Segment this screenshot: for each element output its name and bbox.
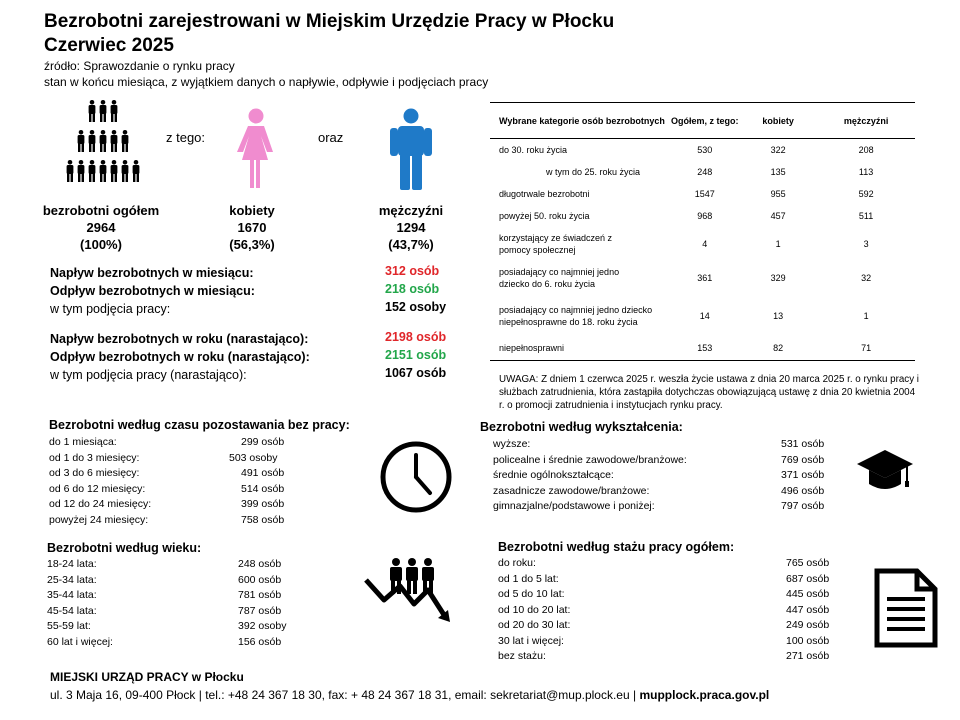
item-value: 687 osób xyxy=(786,572,830,585)
category-men: 208 xyxy=(858,144,874,155)
list-item xyxy=(493,484,853,500)
header-total: Ogółem, z tego: xyxy=(671,115,739,126)
age-title: Bezrobotni według wieku: xyxy=(47,541,202,555)
categories-table xyxy=(490,102,915,361)
header-women: kobiety xyxy=(762,115,794,126)
flow-label: w tym podjęcia pracy: xyxy=(50,302,171,316)
list-item xyxy=(493,468,853,484)
item-label: od 1 do 3 miesięcy: xyxy=(49,451,140,464)
table-row xyxy=(490,227,915,261)
clock-icon xyxy=(378,439,454,515)
item-value: 781 osób xyxy=(238,589,282,601)
category-total: 153 xyxy=(697,343,713,354)
item-label: od 10 do 20 lat: xyxy=(498,603,571,616)
z-tego-label: z tego: xyxy=(166,130,206,145)
list-item xyxy=(498,587,838,603)
age-list xyxy=(47,557,307,650)
flow-value: 312 osób xyxy=(385,264,440,278)
item-value: 392 osoby xyxy=(238,620,287,632)
footer-org: MIEJSKI URZĄD PRACY w Płocku xyxy=(50,670,244,684)
table-row xyxy=(490,161,915,183)
item-value: 797 osób xyxy=(781,500,825,512)
item-label: do 1 miesiąca: xyxy=(49,436,117,448)
item-value: 787 osób xyxy=(238,604,282,617)
item-label: 60 lat i więcej: xyxy=(47,635,113,648)
flow-value: 218 osób xyxy=(385,282,440,296)
category-total: 968 xyxy=(697,210,713,221)
oraz-label: oraz xyxy=(318,130,344,145)
table-row xyxy=(490,139,915,161)
list-item xyxy=(493,499,853,515)
list-item xyxy=(493,437,853,453)
categories-grid xyxy=(490,102,915,361)
duration-title: Bezrobotni według czasu pozostawania bez pracy: xyxy=(49,418,350,432)
category-label: posiadający co najmniej jedno dziecko do 6. roku życia xyxy=(499,266,620,289)
footer-contact-text: ul. 3 Maja 16, 09-400 Płock | tel.: +48 24 367 18 30, fax: + 48 24 367 18 31, email: sekretariat@mup.plock.eu | xyxy=(50,688,640,702)
item-value: 769 osób xyxy=(781,453,825,466)
category-men: 1 xyxy=(863,310,869,321)
item-label: od 1 do 5 lat: xyxy=(498,572,559,585)
flow-label: Napływ bezrobotnych w roku (narastająco): xyxy=(50,332,309,346)
category-men: 32 xyxy=(861,272,872,283)
item-label: od 12 do 24 miesięcy: xyxy=(49,498,152,510)
people-group-icon xyxy=(62,100,146,192)
flow-value: 152 osoby xyxy=(385,300,447,314)
list-item xyxy=(498,572,838,588)
education-list xyxy=(493,437,853,515)
item-label: od 20 do 30 lat: xyxy=(498,619,571,631)
list-item xyxy=(49,482,309,498)
category-men: 71 xyxy=(861,343,872,354)
women-value: 1670 xyxy=(237,220,267,235)
category-women: 1 xyxy=(775,238,781,249)
list-item xyxy=(498,556,838,572)
duration-list xyxy=(49,435,309,528)
men-pct: (43,7%) xyxy=(388,237,434,252)
table-row xyxy=(490,205,915,227)
list-item xyxy=(49,451,309,467)
total-pct: (100%) xyxy=(80,237,122,252)
total-value: 2964 xyxy=(86,220,116,235)
item-value: 765 osób xyxy=(786,557,830,569)
list-item xyxy=(47,635,307,651)
women-label: kobiety xyxy=(229,203,275,218)
flow-value: 2151 osób xyxy=(385,348,447,362)
total-summary xyxy=(36,202,166,253)
category-women: 135 xyxy=(770,166,786,177)
category-label: powyżej 50. roku życia xyxy=(499,210,590,221)
category-women: 82 xyxy=(773,343,784,354)
flow-value: 2198 osób xyxy=(385,330,447,344)
category-total: 361 xyxy=(697,272,713,283)
category-label: do 30. roku życia xyxy=(499,144,568,155)
flows-yearly xyxy=(50,330,460,384)
flow-label: Napływ bezrobotnych w miesiącu: xyxy=(50,266,254,280)
category-total: 1547 xyxy=(694,188,715,199)
category-men: 592 xyxy=(858,188,874,199)
item-label: wyższe: xyxy=(493,438,531,450)
item-label: 35-44 lata: xyxy=(47,589,97,601)
table-row xyxy=(490,261,915,295)
list-item xyxy=(49,497,309,513)
women-summary xyxy=(212,202,292,253)
item-label: powyżej 24 miesięcy: xyxy=(49,513,149,526)
category-women: 457 xyxy=(770,210,786,221)
item-value: 445 osób xyxy=(786,588,830,600)
category-total: 4 xyxy=(702,238,708,249)
category-total: 530 xyxy=(697,144,713,155)
item-value: 371 osób xyxy=(781,469,825,481)
seniority-list xyxy=(498,556,838,665)
title-line-2: Czerwiec 2025 xyxy=(44,35,174,56)
item-value: 271 osób xyxy=(786,650,830,662)
item-label: policealne i średnie zawodowe/branżowe: xyxy=(493,453,687,466)
category-men: 113 xyxy=(858,166,874,177)
item-label: bez stażu: xyxy=(498,650,546,662)
flow-label: Odpływ bezrobotnych w roku (narastająco): xyxy=(50,350,310,364)
flow-value: 1067 osób xyxy=(385,366,447,380)
item-value: 100 osób xyxy=(786,634,830,647)
list-item xyxy=(47,588,307,604)
list-item xyxy=(47,573,307,589)
list-item xyxy=(498,634,838,650)
item-value: 758 osób xyxy=(241,513,285,526)
total-label: bezrobotni ogółem xyxy=(42,203,160,218)
document-icon xyxy=(873,567,939,649)
item-value: 491 osób xyxy=(241,467,285,479)
item-value: 299 osób xyxy=(241,436,285,448)
flow-row xyxy=(50,300,460,318)
table-note: UWAGA: Z dniem 1 czerwca 2025 r. weszła życie ustawa z dnia 20 marca 2025 r. o rynku pracy i służbach zatrudnienia, która zastąpiła dotychczas obowiązującą ustawę z dnia 20 kwietnia 2004 r. o promocji zatrudnienia i instytucjach rynku pracy. xyxy=(499,374,919,411)
category-label: korzystający ze świadczeń z pomocy społecznej xyxy=(499,232,613,255)
men-summary xyxy=(361,202,461,253)
graduation-cap-icon xyxy=(855,446,915,498)
table-header-row xyxy=(490,103,915,139)
title-line-1: Bezrobotni zarejestrowani w Miejskim Urzędzie Pracy w Płocku xyxy=(44,11,615,32)
item-value: 496 osób xyxy=(781,484,825,497)
people-decline-icon xyxy=(362,556,454,628)
item-label: 45-54 lata: xyxy=(47,604,97,617)
item-value: 248 osób xyxy=(238,558,282,570)
list-item xyxy=(47,557,307,573)
education-title: Bezrobotni według wykształcenia: xyxy=(480,420,683,434)
category-label: w tym do 25. roku życia xyxy=(546,166,641,177)
flow-label: Odpływ bezrobotnych w miesiącu: xyxy=(50,284,255,298)
category-women: 322 xyxy=(770,144,786,155)
category-total: 14 xyxy=(699,310,710,321)
item-label: 25-34 lata: xyxy=(47,573,97,586)
list-item xyxy=(498,649,838,665)
item-label: od 5 do 10 lat: xyxy=(498,588,565,600)
table-row xyxy=(490,337,915,361)
flow-label: w tym podjęcia pracy (narastająco): xyxy=(50,368,247,382)
category-label: niepełnosprawni xyxy=(499,343,565,354)
item-label: od 3 do 6 miesięcy: xyxy=(49,467,140,479)
item-value: 447 osób xyxy=(786,603,830,616)
category-label: posiadający co najmniej jedno dziecko niepełnosprawne do 18. roku życia xyxy=(499,304,653,327)
women-pct: (56,3%) xyxy=(229,237,275,252)
category-women: 955 xyxy=(770,188,786,199)
category-total: 248 xyxy=(697,166,713,177)
woman-icon xyxy=(234,108,278,192)
men-value: 1294 xyxy=(396,220,426,235)
list-item xyxy=(498,618,838,634)
state-note: stan w końcu miesiąca, z wyjątkiem danych o napływie, odpływie i podjęciach pracy xyxy=(44,75,489,89)
source-line xyxy=(44,59,235,73)
flow-row xyxy=(50,264,460,282)
list-item xyxy=(49,513,309,529)
footer-contact xyxy=(50,688,769,702)
item-value: 514 osób xyxy=(241,482,285,495)
item-label: zasadnicze zawodowe/branżowe: xyxy=(493,484,650,497)
page-title xyxy=(44,10,614,58)
men-label: mężczyźni xyxy=(378,203,444,218)
item-label: średnie ogólnokształcące: xyxy=(493,469,614,481)
header-category: Wybrane kategorie osób bezrobotnych xyxy=(499,115,665,126)
source-label: źródło: xyxy=(44,59,81,73)
item-value: 249 osób xyxy=(786,619,830,631)
category-men: 511 xyxy=(858,210,874,221)
flow-row xyxy=(50,348,460,366)
flow-row xyxy=(50,366,460,384)
item-label: 18-24 lata: xyxy=(47,558,97,570)
item-label: gimnazjalne/podstawowe i poniżej: xyxy=(493,500,655,512)
flows-monthly xyxy=(50,264,460,318)
list-item xyxy=(49,466,309,482)
item-label: 55-59 lat: xyxy=(47,620,91,632)
category-women: 329 xyxy=(770,272,786,283)
category-men: 3 xyxy=(863,238,869,249)
list-item xyxy=(493,453,853,469)
flow-row xyxy=(50,282,460,300)
item-label: 30 lat i więcej: xyxy=(498,634,564,647)
table-row xyxy=(490,183,915,205)
category-women: 13 xyxy=(773,310,784,321)
flow-row xyxy=(50,330,460,348)
item-label: od 6 do 12 miesięcy: xyxy=(49,482,146,495)
footer-website-link[interactable]: mupplock.praca.gov.pl xyxy=(639,688,770,702)
list-item xyxy=(47,619,307,635)
item-value: 156 osób xyxy=(238,635,282,648)
header-men: mężczyźni xyxy=(843,115,889,126)
source-text: Sprawozdanie o rynku pracy xyxy=(80,59,235,73)
item-value: 399 osób xyxy=(241,498,285,510)
item-value: 531 osób xyxy=(781,438,825,450)
seniority-title: Bezrobotni według stażu pracy ogółem: xyxy=(498,540,735,554)
category-label: długotrwale bezrobotni xyxy=(499,188,590,199)
list-item xyxy=(47,604,307,620)
table-row xyxy=(490,295,915,337)
list-item xyxy=(49,435,309,451)
list-item xyxy=(498,603,838,619)
item-value: 503 osoby xyxy=(229,451,278,464)
item-label: do roku: xyxy=(498,557,536,569)
man-icon xyxy=(387,108,435,192)
item-value: 600 osób xyxy=(238,573,282,586)
